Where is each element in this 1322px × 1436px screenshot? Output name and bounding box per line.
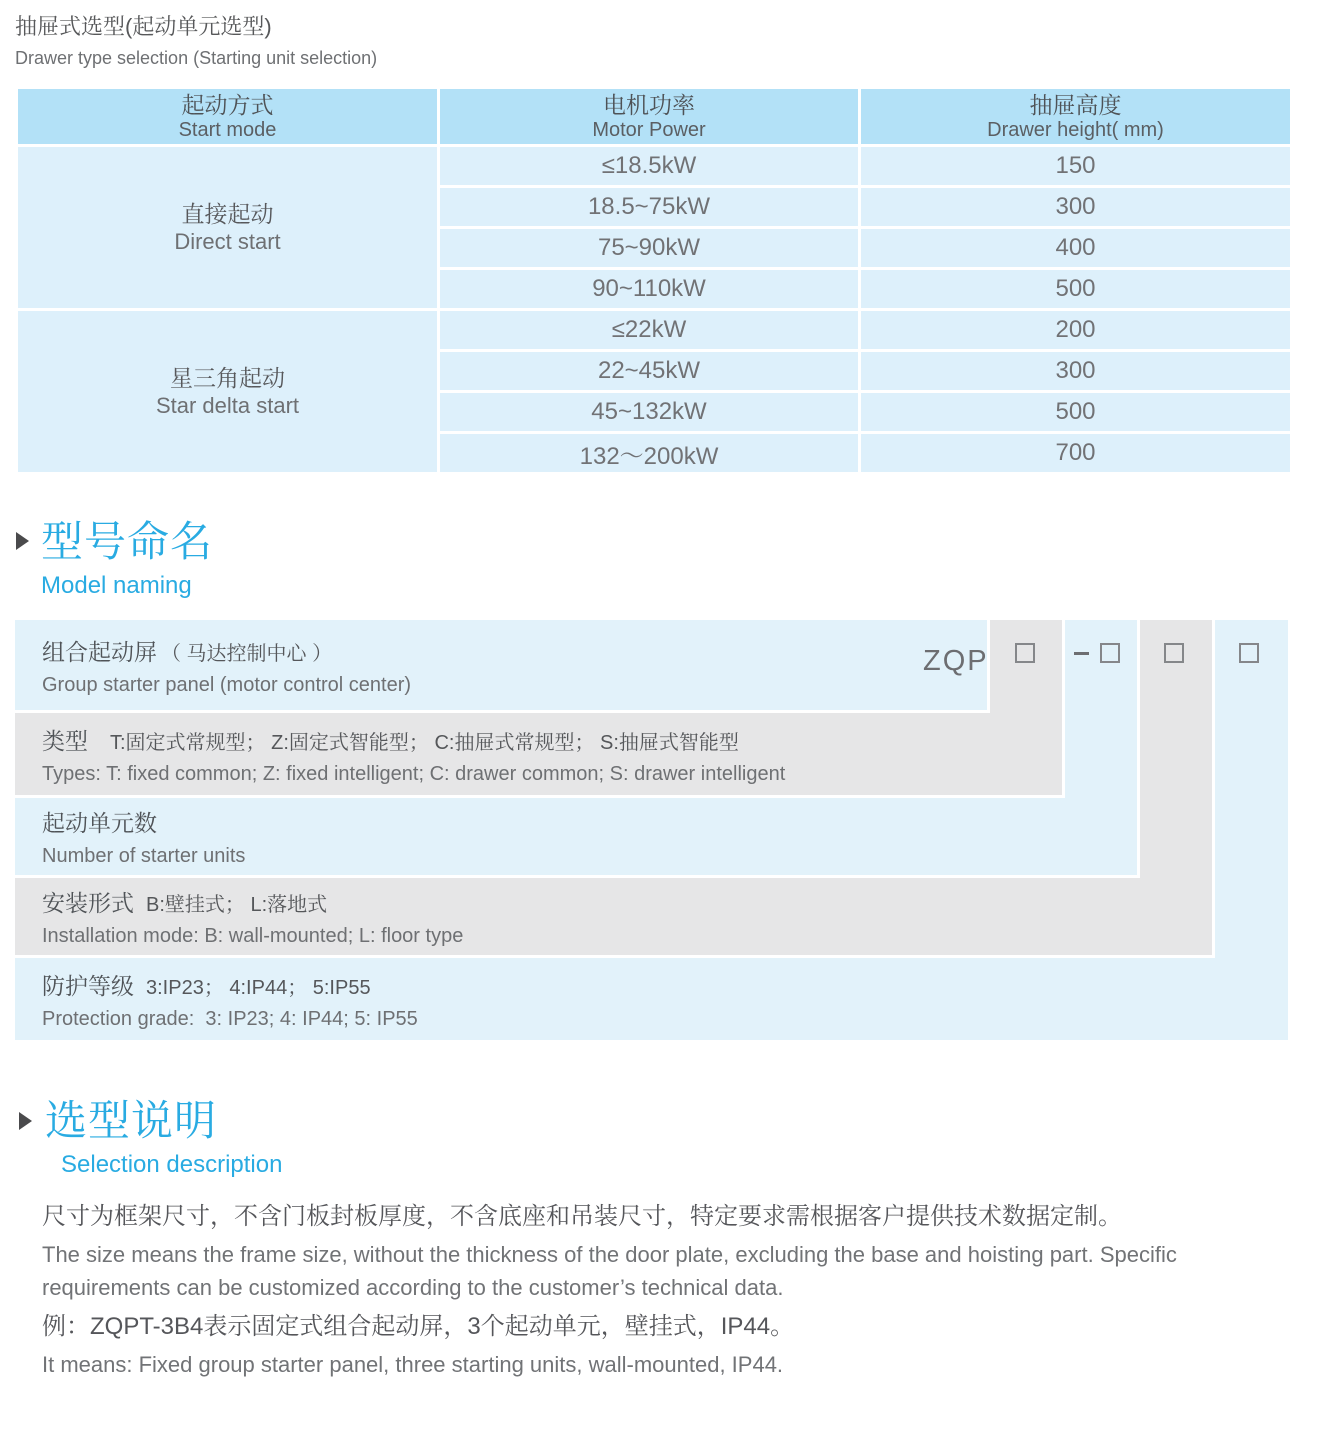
height-cell [860, 351, 1292, 392]
height-value: 700 [1055, 439, 1096, 466]
code-column-protection [1215, 620, 1288, 961]
power-value: ≤22kW [611, 316, 687, 343]
height-value: 400 [1055, 234, 1096, 261]
model-naming-heading-cn: 型号命名 [41, 518, 214, 565]
row-protection-cn-sub: 3:IP23； 4:IP44； 5:IP55 [146, 976, 371, 999]
model-row-protection [15, 958, 1288, 1040]
model-naming-diagram [15, 620, 1290, 1040]
table-row [17, 310, 1292, 351]
code-placeholder-box-units [1100, 643, 1120, 663]
header-motor-power-cn: 电机功率 [603, 91, 695, 118]
drawer-selection-table [15, 86, 1293, 475]
power-cell [439, 187, 860, 228]
desc-para1-en: The size means the frame size, without the thickness of the door plate, excluding the base and hoisting part. Specific requirements can be customized according to the customer’s technical data. [42, 1242, 1183, 1300]
header-motor-power-en: Motor Power [592, 118, 706, 141]
height-cell [860, 228, 1292, 269]
code-placeholder-box-protection [1239, 643, 1259, 663]
mode-star-delta-en: Star delta start [155, 393, 300, 418]
power-cell [439, 351, 860, 392]
height-value: 300 [1055, 357, 1096, 384]
doc-title-en: Drawer type selection (Starting unit selection) [15, 48, 378, 68]
mode-star-delta-cn: 星三角起动 [170, 365, 285, 391]
power-value: 75~90kW [597, 234, 701, 261]
code-column-type [990, 620, 1062, 716]
row-installation-cn-sub: B:壁挂式； L:落地式 [146, 894, 328, 916]
power-cell [439, 269, 860, 310]
power-value: 22~45kW [597, 357, 701, 384]
row-group-starter-cn: 组合起动屏 [42, 638, 157, 665]
row-units-en: Number of starter units [42, 845, 246, 867]
power-value: 45~132kW [591, 398, 707, 425]
height-value: 500 [1055, 275, 1096, 302]
power-cell [439, 392, 860, 433]
header-drawer-height-cn: 抽屉高度 [1029, 91, 1122, 118]
selection-desc-heading-en: Selection description [61, 1151, 283, 1178]
header-drawer-height-en: Drawer height( mm) [987, 118, 1164, 141]
section-arrow-icon [16, 532, 29, 550]
height-value: 150 [1055, 152, 1096, 179]
row-units-cn: 起动单元数 [42, 810, 157, 836]
header-start-mode-cn: 起动方式 [181, 91, 274, 118]
model-row-installation [15, 878, 1212, 955]
code-placeholder-box-installation [1164, 643, 1184, 663]
dash-icon [1074, 652, 1089, 655]
row-protection-en: Protection grade: 3: IP23; 4: IP44; 5: IP55 [42, 1007, 418, 1030]
height-cell [860, 269, 1292, 310]
power-value: ≤18.5kW [601, 152, 697, 179]
power-value: 132～200kW [579, 442, 719, 470]
height-cell [860, 146, 1292, 187]
height-value: 300 [1055, 193, 1096, 220]
header-motor-power [439, 88, 860, 146]
power-cell [439, 146, 860, 187]
table-row [17, 146, 1292, 187]
selection-desc-heading-cn: 选型说明 [45, 1097, 218, 1144]
table-header-row [17, 88, 1292, 146]
header-start-mode-en: Start mode [178, 118, 277, 141]
power-value: 18.5~75kW [587, 193, 711, 220]
row-protection-cn: 防护等级 [42, 972, 134, 999]
height-cell [860, 187, 1292, 228]
row-type-cn: 类型 [42, 727, 88, 754]
model-row-group-starter [15, 620, 987, 710]
section-model-naming-heading [15, 519, 1290, 600]
row-installation-cn: 安装形式 [42, 890, 134, 916]
mode-direct-en: Direct start [174, 229, 281, 254]
power-cell [439, 310, 860, 351]
height-value: 200 [1055, 316, 1096, 343]
mode-cell-star-delta [17, 310, 439, 474]
model-row-starter-units [15, 798, 1137, 875]
header-start-mode [17, 88, 439, 146]
model-code: ZQP [923, 645, 989, 677]
model-row-type [15, 713, 1062, 795]
row-group-starter-en: Group starter panel (motor control center) [42, 673, 412, 696]
section-selection-desc-heading [15, 1098, 1290, 1179]
row-type-cn-sub: T:固定式常规型； Z:固定式智能型； C:抽屉式常规型； S:抽屉式智能型 [110, 731, 739, 754]
row-group-starter-cn-sub: （ 马达控制中心 ） [161, 642, 333, 665]
desc-para2-cn: 例：ZQPT-3B4表示固定式组合起动屏，3个起动单元，壁挂式，IP44。 [42, 1313, 795, 1340]
height-cell [860, 392, 1292, 433]
desc-para2-en: It means: Fixed group starter panel, three starting units, wall-mounted, IP44. [42, 1352, 784, 1377]
model-naming-heading-en: Model naming [41, 572, 192, 599]
desc-para1-cn: 尺寸为框架尺寸，不含门板封板厚度，不含底座和吊装尺寸，特定要求需根据客户提供技术数据定制。 [42, 1203, 1122, 1230]
height-cell [860, 310, 1292, 351]
code-placeholder-box-type [1015, 643, 1035, 663]
height-cell [860, 433, 1292, 474]
power-cell [439, 228, 860, 269]
section-arrow-icon [19, 1112, 32, 1130]
mode-direct-cn: 直接起动 [181, 201, 274, 227]
doc-title-cn: 抽屉式选型(起动单元选型) [15, 14, 272, 39]
power-cell [439, 433, 860, 474]
selection-description [15, 1199, 1267, 1381]
height-value: 500 [1055, 398, 1096, 425]
row-installation-en: Installation mode: B: wall-mounted; L: floor type [42, 925, 464, 947]
header-drawer-height [860, 88, 1292, 146]
mode-cell-direct-start [17, 146, 439, 310]
power-value: 90~110kW [592, 275, 706, 302]
row-type-en: Types: T: fixed common; Z: fixed intelligent; C: drawer common; S: drawer intelligent [42, 762, 786, 785]
